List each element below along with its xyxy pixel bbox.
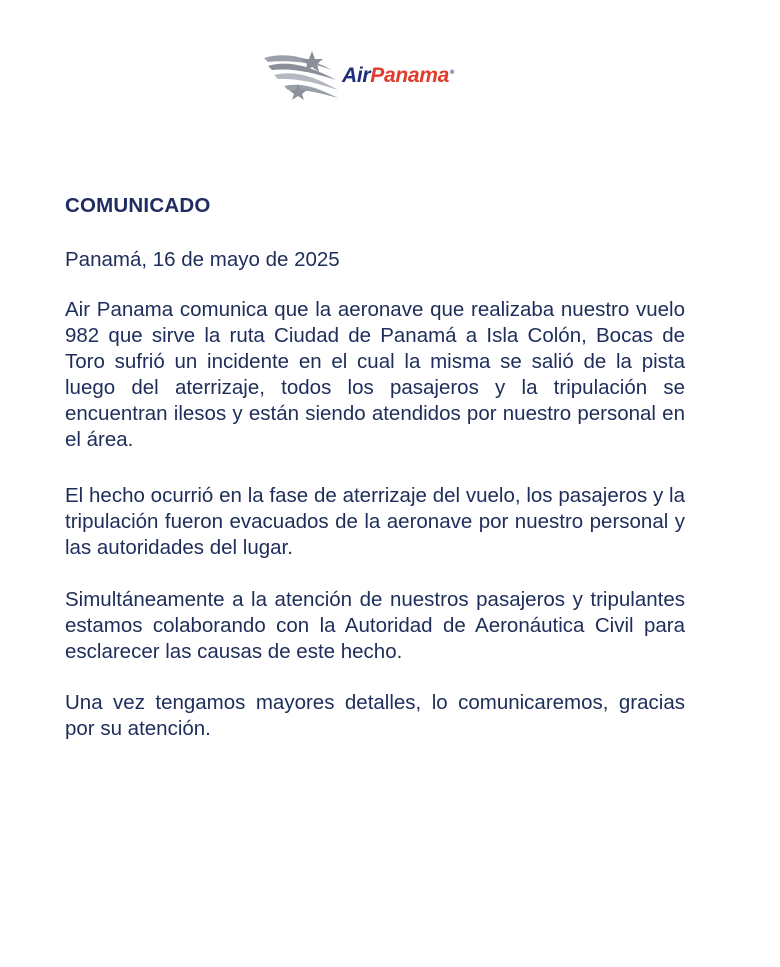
logo-air-text: Air: [342, 64, 371, 87]
paragraph-incident: Air Panama comunica que la aeronave que realizaba nuestro vuelo 982 que sirve la ruta Ciudad de Panamá a Isla Colón, Bocas de Toro sufrió un incidente en el cual la misma se salió de la pista luego del aterrizaje, todos los pasajeros y la tripulación se encuentran ilesos y están siendo atendidos por nuestro personal en el área.: [65, 298, 685, 451]
air-panama-logo: [262, 48, 522, 106]
star-swoosh-icon: [262, 48, 342, 106]
document-date: Panamá, 16 de mayo de 2025: [65, 248, 340, 271]
paragraph-closing: Una vez tengamos mayores detalles, lo comunicaremos, gracias por su atención.: [65, 691, 685, 740]
logo-panama-text: Panama: [370, 64, 450, 87]
document-title: COMUNICADO: [65, 194, 211, 217]
paragraph-evacuation: El hecho ocurrió en la fase de aterrizaje del vuelo, los pasajeros y la tripulación fueron evacuados de la aeronave por nuestro personal y las autoridades del lugar.: [65, 484, 685, 559]
paragraph-investigation: Simultáneamente a la atención de nuestros pasajeros y tripulantes estamos colaborando con la Autoridad de Aeronáutica Civil para esclarecer las causas de este hecho.: [65, 588, 685, 663]
registered-mark: ®: [450, 70, 455, 76]
logo-wordmark: [342, 64, 454, 88]
